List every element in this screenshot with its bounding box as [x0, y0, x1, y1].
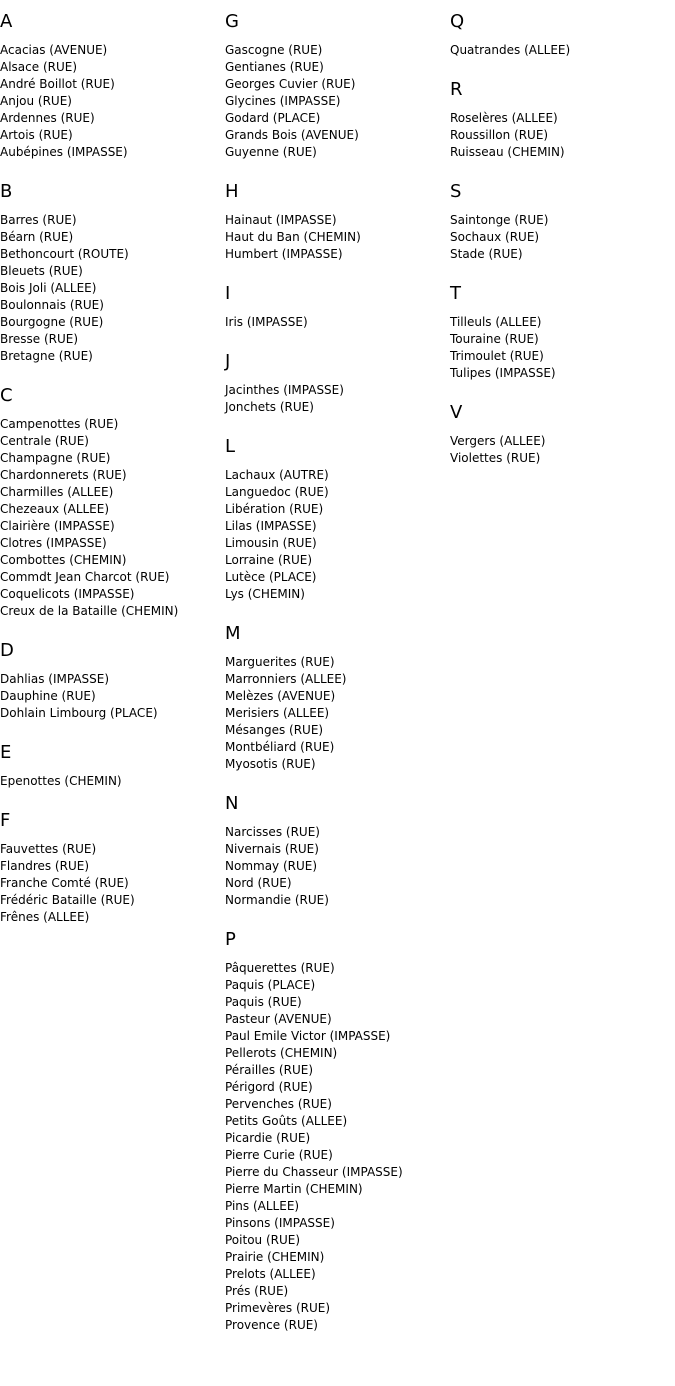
street-link[interactable]: Ardennes (RUE)	[0, 111, 95, 125]
street-link[interactable]: Prelots (ALLEE)	[225, 1267, 316, 1281]
street-link[interactable]: Haut du Ban (CHEMIN)	[225, 230, 361, 244]
street-link[interactable]: Champagne (RUE)	[0, 451, 111, 465]
street-link[interactable]: Sochaux (RUE)	[450, 230, 540, 244]
street-link[interactable]: Pasteur (AVENUE)	[225, 1012, 332, 1026]
street-list	[0, 212, 225, 365]
street-link[interactable]: Saintonge (RUE)	[450, 213, 549, 227]
street-link[interactable]: Pâquerettes (RUE)	[225, 961, 335, 975]
street-link[interactable]: Libération (RUE)	[225, 502, 324, 516]
street-link[interactable]: Pierre Curie (RUE)	[225, 1148, 333, 1162]
street-link[interactable]: Primevères (RUE)	[225, 1301, 331, 1315]
street-link[interactable]: Picardie (RUE)	[225, 1131, 311, 1145]
letter-heading: N	[225, 793, 239, 814]
street-link[interactable]: Franche Comté (RUE)	[0, 876, 129, 890]
letter-section-n	[225, 793, 450, 909]
letter-heading: C	[0, 385, 13, 406]
street-link[interactable]: Combottes (CHEMIN)	[0, 553, 127, 567]
letter-section-t	[450, 283, 675, 382]
street-link[interactable]: Chezeaux (ALLEE)	[0, 502, 110, 516]
street-link[interactable]: Vergers (ALLEE)	[450, 434, 546, 448]
street-link[interactable]: Prés (RUE)	[225, 1284, 289, 1298]
letter-heading: S	[450, 181, 462, 202]
street-link[interactable]: Artois (RUE)	[0, 128, 73, 142]
street-link[interactable]: Montbéliard (RUE)	[225, 740, 335, 754]
street-link[interactable]: Chardonnerets (RUE)	[0, 468, 127, 482]
street-link[interactable]: Paquis (RUE)	[225, 995, 302, 1009]
street-link[interactable]: Pérailles (RUE)	[225, 1063, 313, 1077]
street-link[interactable]: Marguerites (RUE)	[225, 655, 335, 669]
street-link[interactable]: Paquis (PLACE)	[225, 978, 316, 992]
street-link[interactable]: Fauvettes (RUE)	[0, 842, 97, 856]
street-link[interactable]: Bresse (RUE)	[0, 332, 79, 346]
index-column-1	[0, 0, 225, 946]
index-column-2	[225, 0, 450, 1354]
letter-heading: V	[450, 402, 463, 423]
street-link[interactable]: Anjou (RUE)	[0, 94, 72, 108]
letter-heading: J	[225, 351, 231, 372]
letter-heading: T	[450, 283, 461, 304]
street-link[interactable]: Creux de la Bataille (CHEMIN)	[0, 604, 179, 618]
street-list	[450, 110, 675, 161]
street-link[interactable]: Violettes (RUE)	[450, 451, 541, 465]
street-link[interactable]: Georges Cuvier (RUE)	[225, 77, 356, 91]
street-link[interactable]: Barres (RUE)	[0, 213, 77, 227]
street-link[interactable]: Coquelicots (IMPASSE)	[0, 587, 135, 601]
street-link[interactable]: Languedoc (RUE)	[225, 485, 329, 499]
letter-heading: M	[225, 623, 241, 644]
street-link[interactable]: Aubépines (IMPASSE)	[0, 145, 128, 159]
letter-section-p	[225, 929, 450, 1334]
letter-section-v	[450, 402, 675, 467]
street-list	[450, 42, 675, 59]
letter-section-r	[450, 79, 675, 161]
street-link[interactable]: Flandres (RUE)	[0, 859, 89, 873]
street-link[interactable]: Gentianes (RUE)	[225, 60, 324, 74]
street-link[interactable]: Bleuets (RUE)	[0, 264, 83, 278]
street-list	[225, 654, 450, 773]
letter-heading: D	[0, 640, 14, 661]
street-link[interactable]: Clotres (IMPASSE)	[0, 536, 107, 550]
street-link[interactable]: Prairie (CHEMIN)	[225, 1250, 325, 1264]
letter-heading: A	[0, 11, 13, 32]
street-link[interactable]: Campenottes (RUE)	[0, 417, 119, 431]
letter-heading: R	[450, 79, 463, 100]
street-link[interactable]: Guyenne (RUE)	[225, 145, 317, 159]
letter-section-h	[225, 181, 450, 263]
street-link[interactable]: Pervenches (RUE)	[225, 1097, 332, 1111]
street-link[interactable]: Pierre Martin (CHEMIN)	[225, 1182, 363, 1196]
letter-heading: H	[225, 181, 239, 202]
street-list	[225, 960, 450, 1334]
street-link[interactable]: Quatrandes (ALLEE)	[450, 43, 571, 57]
street-list	[0, 416, 225, 620]
street-link[interactable]: Provence (RUE)	[225, 1318, 318, 1332]
letter-section-e	[0, 742, 225, 790]
letter-section-m	[225, 623, 450, 773]
street-list	[450, 314, 675, 382]
street-link[interactable]: Marronniers (ALLEE)	[225, 672, 347, 686]
street-link[interactable]: Lorraine (RUE)	[225, 553, 313, 567]
letter-heading: B	[0, 181, 13, 202]
street-link[interactable]: Pins (ALLEE)	[225, 1199, 300, 1213]
street-link[interactable]: Hainaut (IMPASSE)	[225, 213, 337, 227]
street-link[interactable]: Commdt Jean Charcot (RUE)	[0, 570, 170, 584]
letter-heading: F	[0, 810, 11, 831]
street-link[interactable]: Epenottes (CHEMIN)	[0, 774, 122, 788]
street-link[interactable]: Touraine (RUE)	[450, 332, 539, 346]
letter-section-s	[450, 181, 675, 263]
letter-heading: P	[225, 929, 236, 950]
street-link[interactable]: Alsace (RUE)	[0, 60, 78, 74]
street-link[interactable]: Grands Bois (AVENUE)	[225, 128, 359, 142]
street-link[interactable]: Béarn (RUE)	[0, 230, 74, 244]
street-list	[450, 212, 675, 263]
letter-section-g	[225, 11, 450, 161]
street-list	[0, 671, 225, 722]
street-link[interactable]: Dauphine (RUE)	[0, 689, 96, 703]
street-link[interactable]: Humbert (IMPASSE)	[225, 247, 343, 261]
street-link[interactable]: Dahlias (IMPASSE)	[0, 672, 110, 686]
letter-heading: L	[225, 436, 236, 457]
letter-section-c	[0, 385, 225, 620]
street-link[interactable]: Petits Goûts (ALLEE)	[225, 1114, 348, 1128]
street-link[interactable]: Frédéric Bataille (RUE)	[0, 893, 135, 907]
letter-section-d	[0, 640, 225, 722]
street-link[interactable]: Melèzes (AVENUE)	[225, 689, 336, 703]
letter-section-q	[450, 11, 675, 59]
street-link[interactable]: Jonchets (RUE)	[225, 400, 314, 414]
street-link[interactable]: Pierre du Chasseur (IMPASSE)	[225, 1165, 403, 1179]
street-link[interactable]: Pinsons (IMPASSE)	[225, 1216, 335, 1230]
letter-section-j	[225, 351, 450, 416]
letter-heading: G	[225, 11, 239, 32]
letter-section-l	[225, 436, 450, 603]
street-link[interactable]: Bethoncourt (ROUTE)	[0, 247, 129, 261]
street-list	[0, 841, 225, 926]
street-link[interactable]: Bourgogne (RUE)	[0, 315, 104, 329]
street-list	[450, 433, 675, 467]
street-list	[0, 42, 225, 161]
index-column-3	[450, 0, 675, 487]
street-link[interactable]: Trimoulet (RUE)	[450, 349, 544, 363]
street-link[interactable]: Merisiers (ALLEE)	[225, 706, 330, 720]
street-link[interactable]: Pellerots (CHEMIN)	[225, 1046, 338, 1060]
street-link[interactable]: Nivernais (RUE)	[225, 842, 319, 856]
street-link[interactable]: Boulonnais (RUE)	[0, 298, 104, 312]
street-list	[225, 824, 450, 909]
street-link[interactable]: Jacinthes (IMPASSE)	[225, 383, 344, 397]
street-link[interactable]: Tilleuls (ALLEE)	[450, 315, 542, 329]
street-link[interactable]: Lachaux (AUTRE)	[225, 468, 329, 482]
street-link[interactable]: Normandie (RUE)	[225, 893, 329, 907]
street-link[interactable]: Frênes (ALLEE)	[0, 910, 90, 924]
street-link[interactable]: André Boillot (RUE)	[0, 77, 115, 91]
street-list	[225, 42, 450, 161]
letter-section-f	[0, 810, 225, 926]
street-link[interactable]: Dohlain Limbourg (PLACE)	[0, 706, 158, 720]
street-list	[225, 467, 450, 603]
street-list	[225, 212, 450, 263]
street-link[interactable]: Mésanges (RUE)	[225, 723, 324, 737]
street-link[interactable]: Acacias (AVENUE)	[0, 43, 108, 57]
street-link[interactable]: Myosotis (RUE)	[225, 757, 316, 771]
letter-section-a	[0, 11, 225, 161]
street-link[interactable]: Gascogne (RUE)	[225, 43, 323, 57]
street-link[interactable]: Lilas (IMPASSE)	[225, 519, 317, 533]
street-link[interactable]: Périgord (RUE)	[225, 1080, 313, 1094]
street-list	[225, 382, 450, 416]
street-link[interactable]: Roselères (ALLEE)	[450, 111, 558, 125]
street-link[interactable]: Iris (IMPASSE)	[225, 315, 308, 329]
letter-heading: Q	[450, 11, 465, 32]
street-link[interactable]: Glycines (IMPASSE)	[225, 94, 341, 108]
street-link[interactable]: Narcisses (RUE)	[225, 825, 320, 839]
street-link[interactable]: Nommay (RUE)	[225, 859, 318, 873]
street-link[interactable]: Limousin (RUE)	[225, 536, 317, 550]
street-link[interactable]: Paul Emile Victor (IMPASSE)	[225, 1029, 391, 1043]
street-link[interactable]: Nord (RUE)	[225, 876, 292, 890]
street-link[interactable]: Lutèce (PLACE)	[225, 570, 317, 584]
street-link[interactable]: Godard (PLACE)	[225, 111, 321, 125]
letter-heading: E	[0, 742, 12, 763]
letter-section-i	[225, 283, 450, 331]
street-link[interactable]: Poitou (RUE)	[225, 1233, 301, 1247]
street-link[interactable]: Roussillon (RUE)	[450, 128, 549, 142]
street-link[interactable]: Centrale (RUE)	[0, 434, 89, 448]
letter-heading: I	[225, 283, 231, 304]
street-link[interactable]: Charmilles (ALLEE)	[0, 485, 114, 499]
street-link[interactable]: Bois Joli (ALLEE)	[0, 281, 97, 295]
street-list	[0, 773, 225, 790]
street-link[interactable]: Lys (CHEMIN)	[225, 587, 305, 601]
street-link[interactable]: Clairière (IMPASSE)	[0, 519, 115, 533]
street-link[interactable]: Ruisseau (CHEMIN)	[450, 145, 565, 159]
street-link[interactable]: Bretagne (RUE)	[0, 349, 93, 363]
street-link[interactable]: Stade (RUE)	[450, 247, 523, 261]
street-link[interactable]: Tulipes (IMPASSE)	[450, 366, 556, 380]
letter-section-b	[0, 181, 225, 365]
street-list	[225, 314, 450, 331]
